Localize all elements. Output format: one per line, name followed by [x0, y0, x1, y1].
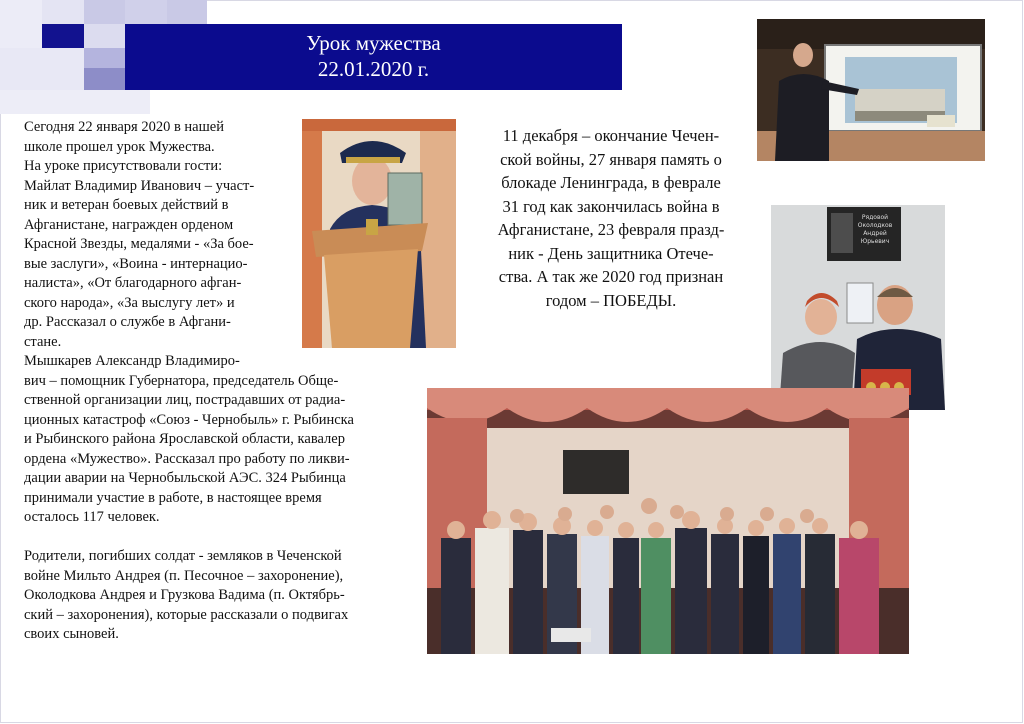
- text-line: вич – помощник Губернатора, председатель Обще-: [24, 372, 339, 389]
- text-line: Околодкова Андрея и Грузкова Вадима (п. Октябрь-: [24, 587, 345, 603]
- text-line: дации аварии на Чернобыльской АЭС. 324 Рыбинца: [24, 470, 346, 486]
- text-line: ник и ветеран боевых действий в: [24, 197, 229, 213]
- text-line: Сегодня 22 января 2020 в нашей: [24, 119, 224, 135]
- page-title: Урок мужества: [306, 31, 441, 55]
- text-line: Афганистане, награжден орденом: [24, 216, 234, 233]
- text-line: Красной Звезды, медалями - «За бое-: [24, 236, 254, 252]
- page-date: 22.01.2020 г.: [317, 57, 430, 81]
- text-line: своих сыновей.: [24, 626, 119, 642]
- plaque-line-3: Андрей: [863, 230, 887, 237]
- text-line: осталось 117 человек.: [24, 509, 160, 525]
- text-line: и Рыбинского района Ярославской области, кавалер: [24, 431, 345, 447]
- text-line: На уроке присутствовали гости:: [24, 158, 223, 174]
- photo-group-on-stage: [427, 388, 909, 654]
- text-line: налиста», «От благодарного афган-: [24, 275, 242, 291]
- text-line: ственной организации лиц, пострадавших от радиа-: [24, 392, 346, 408]
- text-line: Майлат Владимир Иванович – участ-: [24, 177, 255, 194]
- text-line: 11 декабря – окончание Чечен-: [502, 126, 720, 145]
- text-line: войне Мильто Андрея (п. Песочное – захоронение),: [24, 567, 344, 584]
- text-line: ордена «Мужество». Рассказал про работу по ликви-: [24, 450, 350, 467]
- text-line: ник - День защитника Отече-: [508, 243, 714, 263]
- text-line: ский – захоронения), которые рассказали о подвигах: [24, 606, 349, 623]
- text-line: вые заслуги», «Воина - интернацио-: [24, 255, 248, 272]
- plaque-line-1: Рядовой: [861, 214, 889, 221]
- photo-parents-with-plaque: [771, 205, 945, 410]
- photo-presentation: [757, 19, 985, 161]
- text-line: ского народа», «За выслугу лет» и: [24, 294, 235, 311]
- text-line: ской войны, 27 января память о: [500, 149, 722, 169]
- text-line: ционных катастроф «Союз - Чернобыль» г. Рыбинска: [24, 411, 354, 428]
- text-line: Афганистане, 23 февраля празд-: [497, 220, 725, 239]
- text-line: стане.: [24, 333, 62, 350]
- text-line: [24, 528, 354, 548]
- photo-veteran-at-podium: [302, 119, 456, 348]
- text-line: принимали участие в работе, в настоящее время: [24, 489, 322, 506]
- text-line: блокаде Ленинграда, в феврале: [501, 173, 721, 192]
- text-line: др. Рассказал о службе в Афгани-: [24, 314, 231, 330]
- text-line: годом – ПОБЕДЫ.: [545, 290, 677, 310]
- text-line: Родители, погибших солдат - земляков в Чеченской: [24, 548, 342, 564]
- article-text-center: [472, 124, 750, 312]
- plaque-line-4: Юрьевич: [860, 238, 890, 245]
- text-line: 31 год как закончилась война в: [502, 196, 720, 216]
- text-line: ства. А так же 2020 год признан: [498, 267, 724, 286]
- text-line: школе прошел урок Мужества.: [24, 138, 215, 155]
- text-line: Мышкарев Александр Владимиро-: [24, 353, 240, 369]
- title-banner: [125, 24, 622, 90]
- plaque-line-2: Околодков: [857, 222, 893, 229]
